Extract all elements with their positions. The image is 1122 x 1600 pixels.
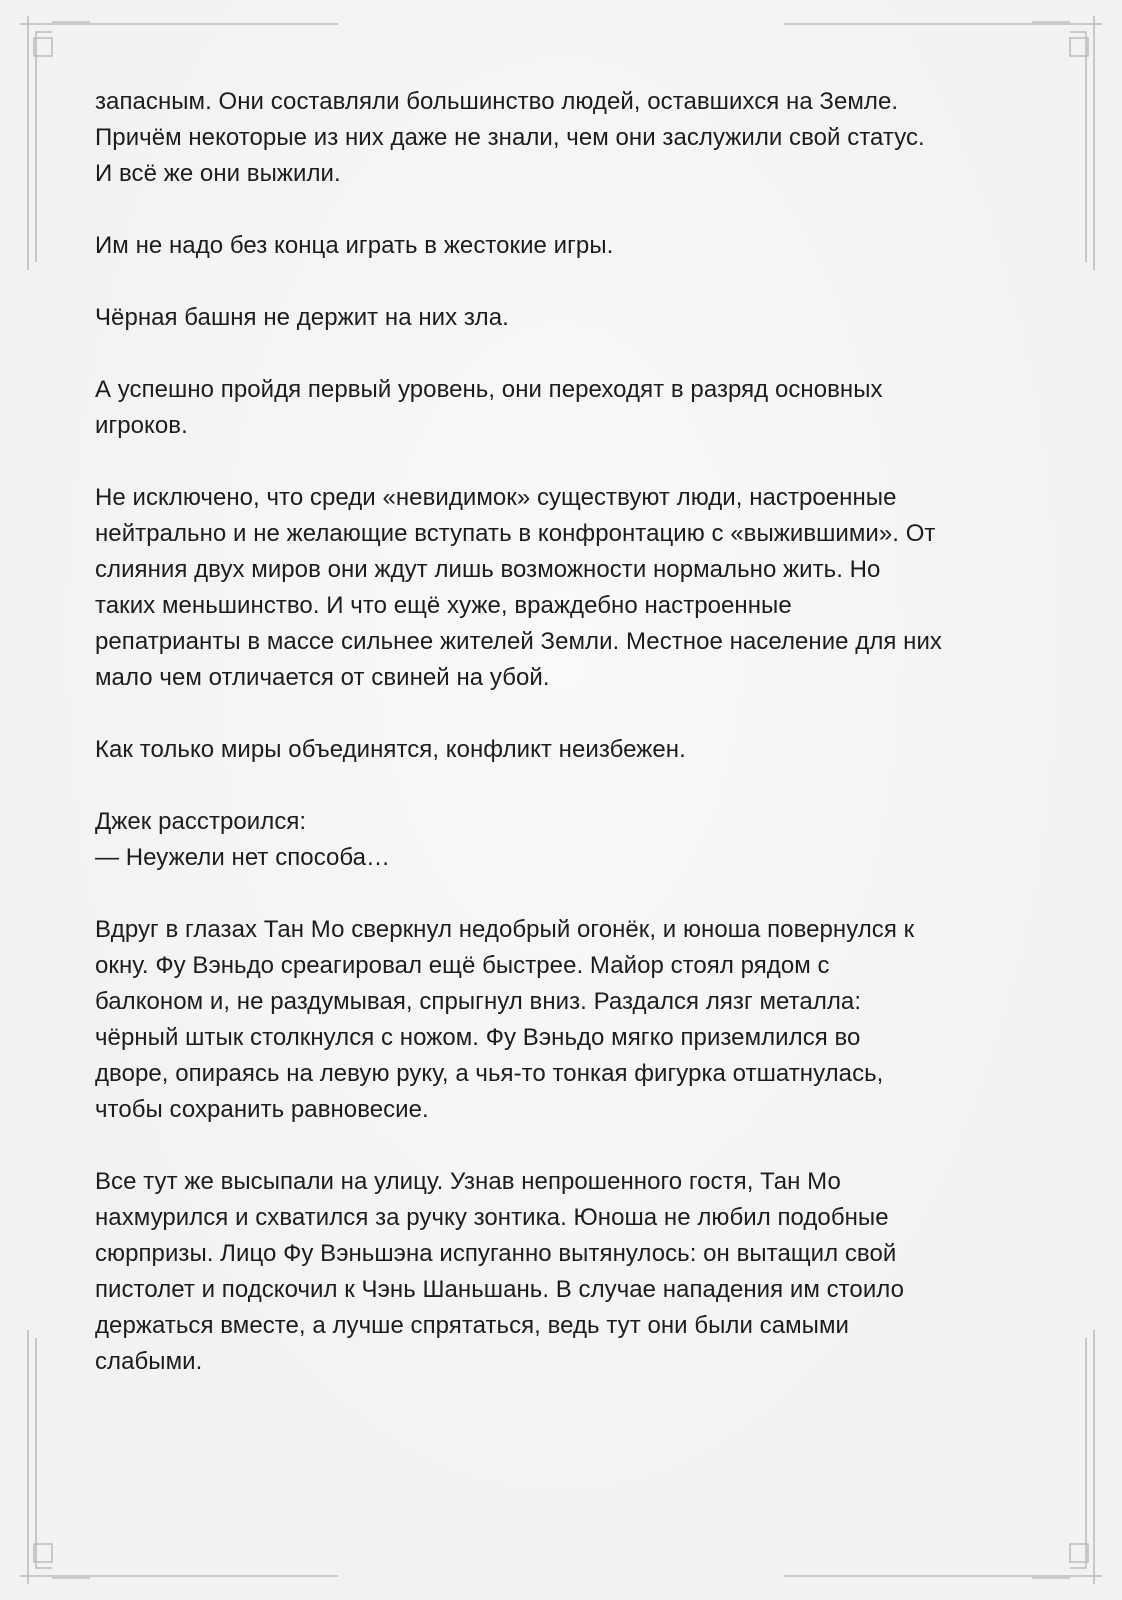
paragraph: запасным. Они составляли большинство людей, оставшихся на Земле. Причём некоторые из них даже не знали, чем они заслужили свой статус. И всё же они выжили. (95, 88, 925, 187)
paragraph: Все тут же высыпали на улицу. Узнав непрошенного гостя, Тан Мо нахмурился и схватился за ручку зонтика. Юноша не любил подобные сюрпризы. Лицо Фу Вэньшэна испуганно вытянулось: он вытащил свой пистолет и подскочил к Чэнь Шаньшань. В случае нападения им стоило держаться вместе, а лучше спрятаться, ведь тут они были самыми слабыми. (95, 1168, 904, 1375)
paragraph: Джек расстроился: — Неужели нет способа… (95, 808, 391, 871)
paragraph: А успешно пройдя первый уровень, они переходят в разряд основных игроков. (95, 376, 883, 439)
paragraph: Как только миры объединятся, конфликт неизбежен. (95, 736, 686, 763)
paragraph: Им не надо без конца играть в жестокие игры. (95, 232, 614, 259)
document-body (95, 84, 1035, 1416)
paragraph: Не исключено, что среди «невидимок» существуют люди, настроенные нейтрально и не желающие вступать в конфронтацию с «выжившими». От слияния двух миров они ждут лишь возможности нормально жить. Но таких меньшинство. И что ещё хуже, враждебно настроенные репатрианты в массе сильнее жителей Земли. Местное население для них мало чем отличается от свиней на убой. (95, 484, 942, 691)
paragraph: Вдруг в глазах Тан Мо сверкнул недобрый огонёк, и юноша повернулся к окну. Фу Вэньдо среагировал ещё быстрее. Майор стоял рядом с балконом и, не раздумывая, спрыгнул вниз. Раздался лязг металла: чёрный штык столкнулся с ножом. Фу Вэньдо мягко приземлился во дворе, опираясь на левую руку, а чья-то тонкая фигурка отшатнулась, чтобы сохранить равновесие. (95, 916, 915, 1123)
paragraph: Чёрная башня не держит на них зла. (95, 304, 509, 331)
